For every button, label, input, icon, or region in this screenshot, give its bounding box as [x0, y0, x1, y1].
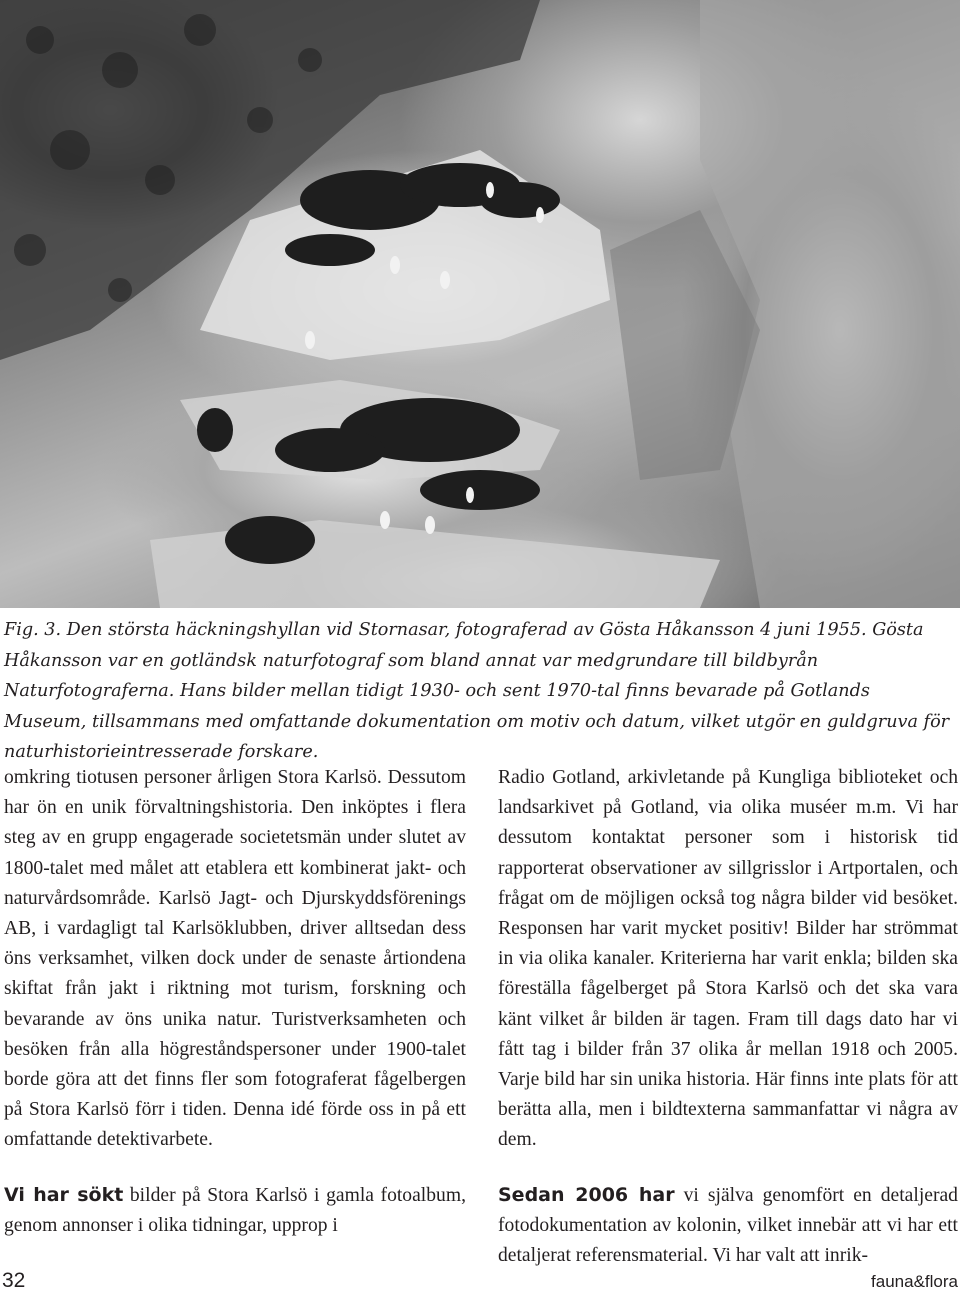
left-paragraph-2	[4, 1180, 466, 1241]
right-paragraph-2-lead: Sedan 2006 har	[498, 1183, 675, 1206]
right-paragraph-2-text: vi själva genomfört en detaljerad fotodokumentation av kolonin, vilket innebär att vi har ett detaljerat referensmaterial. Vi har valt att inrik-	[498, 1184, 958, 1267]
page-number: 32	[2, 1269, 26, 1292]
left-paragraph-2-text: bilder på Stora Karlsö i gamla fotoalbum, genom annonser i olika tidningar, upprop i	[4, 1184, 466, 1236]
cliff-photo	[0, 0, 960, 608]
right-paragraph-2	[498, 1180, 958, 1272]
right-paragraph-1: Radio Gotland, arkivletande på Kungliga biblioteket och landsarkivet på Gotland, via olika muséer m.m. Vi har dessutom kontaktat personer som i historisk tid rapporterat observationer av sillgrisslor i Artportalen, och frågat om de möjligen också tog några bilder vid besöket. Responsen har varit mycket positiv! Bilder har strömmat in via olika kanaler. Kriterierna har varit enkla; bilden ska föreställa fågelberget på Stora Karlsö och det ska vara känt vilket år bilden är tagen. Fram till dags dato har vi fått tag i bilder från 37 olika år mellan 1918 och 2005. Varje bild har sin unika historia. Här finns inte plats för att berätta alla, men i bildtexterna sammanfattar vi några av dem.	[498, 767, 958, 1151]
article-left-column	[4, 763, 466, 1241]
left-paragraph-2-lead: Vi har sökt	[4, 1183, 124, 1206]
left-paragraph-1: omkring tiotusen personer årligen Stora Karlsö. Dessutom har ön en unik förvaltningshistoria. Den inköptes i flera steg av en grupp engagerade societetsmän under slutet av 1800-talet med målet att etablera ett kombinerat jakt- och naturvårdsområde. Karlsö Jagt- och Djurskyddsförenings AB, i vardagligt tal Karlsöklubben, driver alltsedan dess öns verksamhet, vilken dock under de senaste årtiondena skiftat från jakt i riktning mot turism, forskning och bevarande av öns unika natur. Turistverksamheten och besöken från alla högreståndspersoner under 1900-talet borde göra att det finns fler som fotograferat fågelbergen på Stora Karlsö förr i tiden. Denna idé förde oss in på ett omfattande detektivarbete.	[4, 767, 466, 1151]
cliff-photo-illustration	[0, 0, 960, 608]
article-right-column	[498, 763, 958, 1271]
magazine-name: fauna&flora	[871, 1272, 958, 1291]
figure-caption: Fig. 3. Den största häckningshyllan vid Stornasar, fotograferad av Gösta Håkansson 4 juni 1955. Gösta Håkansson var en gotländsk naturfotograf som bland annat var medgrundare till bildbyrån Naturfotograferna. Hans bilder mellan tidigt 1930- och sent 1970-tal finns bevarade på Gotlands Museum, tillsammans med omfattande dokumentation om motiv och datum, vilket utgör en guldgruva för naturhistorieintresserade forskare.	[4, 620, 950, 762]
